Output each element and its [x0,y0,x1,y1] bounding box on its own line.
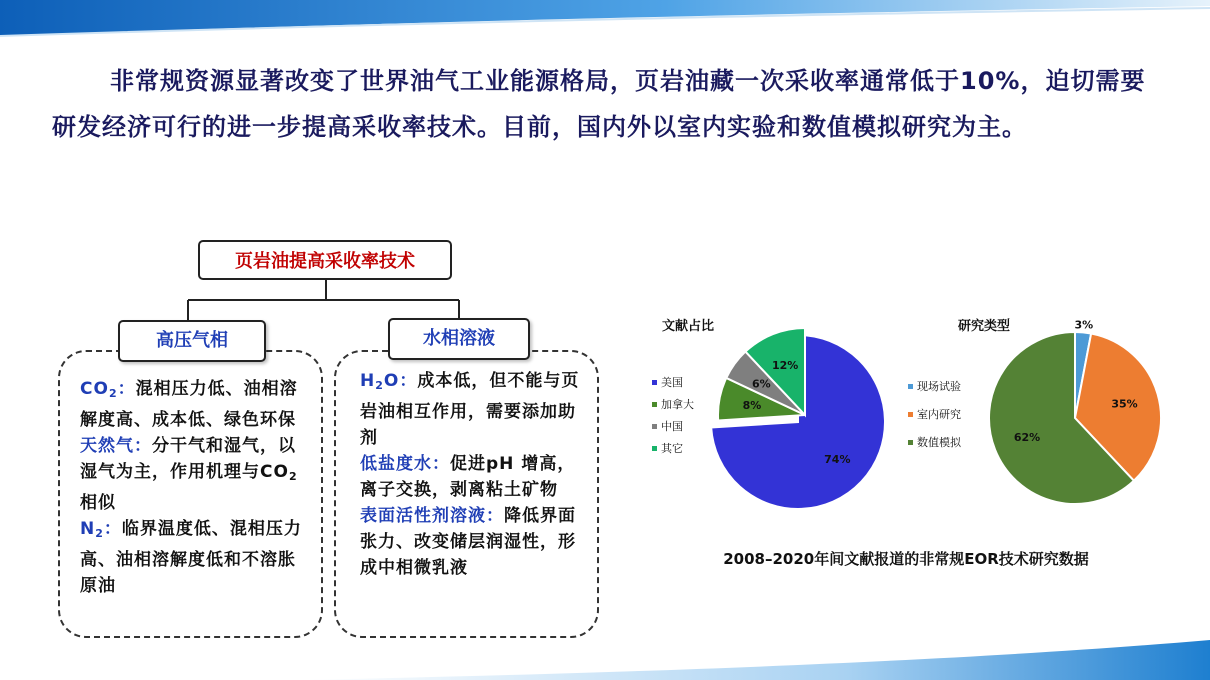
gas-methods-text [80,376,312,599]
intro-text: 非常规资源显著改变了世界油气工业能源格局，页岩油藏一次采收率通常低于10%，迫切需要研发经济可行的进一步提高采收率技术。目前，国内外以室内实验和数值模拟研究为主。 [52,67,1146,141]
chart-title: 文献占比 [662,319,715,334]
h2o-label: $H_2O$： [360,371,418,392]
legend-swatch [908,384,913,389]
slice-data-label: 6% [752,377,771,391]
tree-root-title: 页岩油提高采收率技术 [198,240,452,280]
category-high-pressure-gas: 高压气相 [118,320,266,362]
chart-title: 研究类型 [958,319,1011,334]
legend-swatch [652,380,657,385]
legend-swatch [652,446,657,451]
n2-label: $N_2$： [80,519,122,540]
slice-data-label: 12% [771,358,799,372]
legend-entry: 其它 [661,442,683,455]
water-methods-text [360,368,585,581]
legend-entry: 数值模拟 [917,436,961,449]
slice-data-label: 3% [1074,318,1094,332]
slice-data-label: 8% [742,398,762,412]
slice-data-label: 62% [1013,430,1041,444]
natural-gas-description: 分干气和湿气，以湿气为主，作用机理与$CO_2$相似 [80,436,298,513]
intro-paragraph [52,58,1167,150]
legend-entry: 中国 [661,420,683,433]
legend-swatch [908,440,913,445]
legend-entry: 美国 [661,376,683,389]
surfactant-description: 降低界面张力、改变储层润湿性，形成中相微乳液 [360,506,576,578]
top-decorative-band [0,0,1210,40]
natural-gas-label: 天然气： [80,436,152,456]
legend-entry: 现场试验 [917,380,961,393]
pie-charts [640,300,1200,540]
chart-caption: 2008–2020年间文献报道的非常规EOR技术研究数据 [723,550,1089,568]
co2-label: $CO_2$： [80,379,136,400]
surfactant-label: 表面活性剂溶液： [360,506,504,526]
legend-entry: 加拿大 [661,398,694,411]
legend-swatch [652,402,657,407]
category-aqueous-solution: 水相溶液 [388,318,530,360]
h2o-description: 成本低，但不能与页岩油相互作用，需要添加助剂 [360,371,580,448]
co2-description: 混相压力低、油相溶解度高、成本低、绿色环保 [80,379,298,430]
low-salinity-description: 促进pH 增高，离子交换，剥离粘土矿物 [360,454,576,500]
low-salinity-label: 低盐度水： [360,454,450,474]
slice-data-label: 74% [824,452,851,466]
legend-entry: 室内研究 [917,408,961,421]
slice-data-label: 35% [1111,397,1138,411]
legend-swatch [652,424,657,429]
legend-swatch [908,412,913,417]
n2-description: 临界温度低、混相压力高、油相溶解度低和不溶胀原油 [80,519,302,596]
